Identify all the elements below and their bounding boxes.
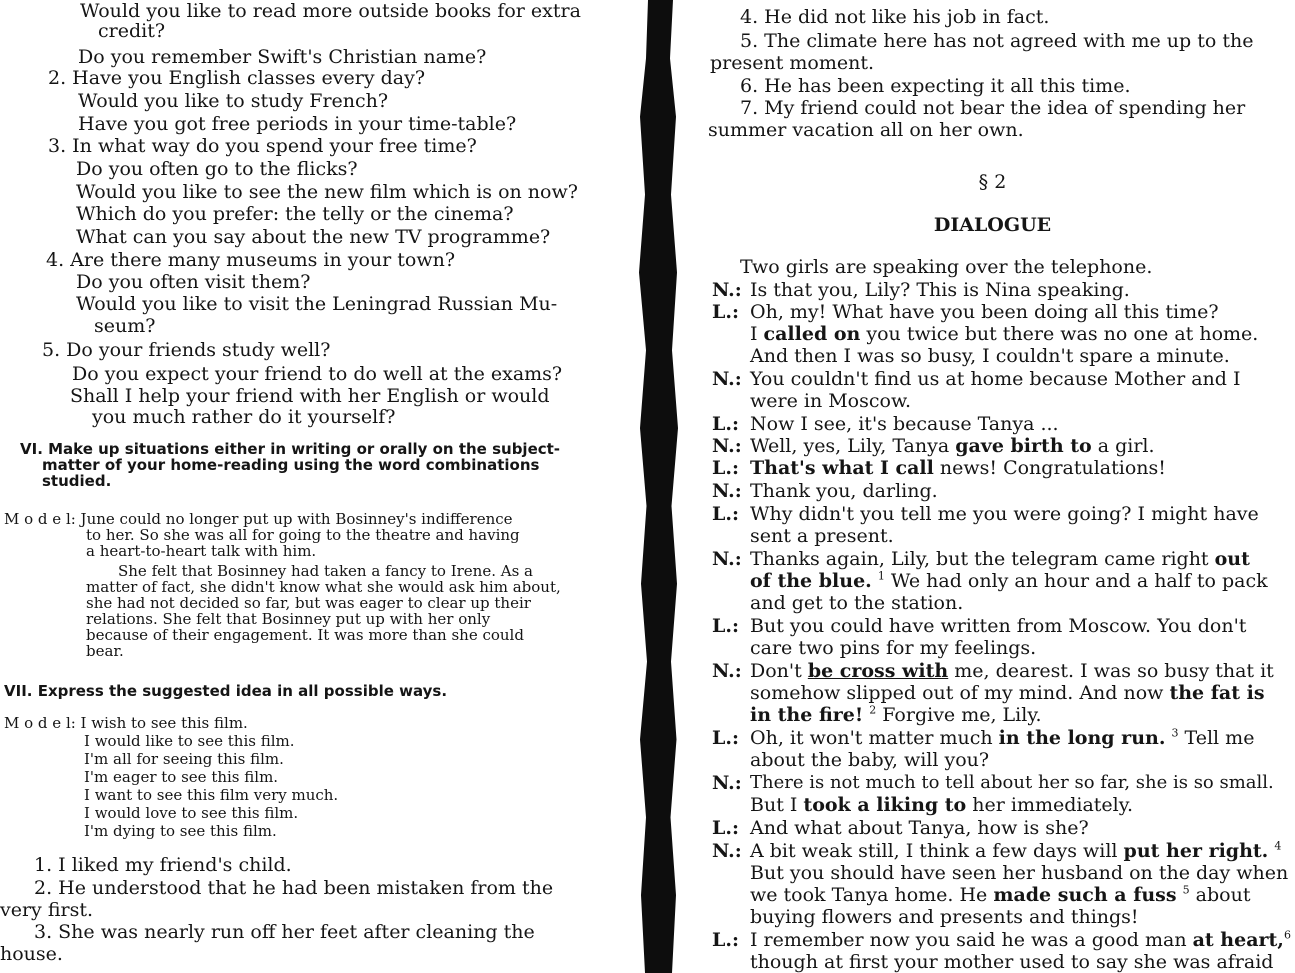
dialogue-line: buying flowers and presents and things! xyxy=(750,906,1139,928)
model-line: M o d e l: I wish to see this film. xyxy=(4,714,248,732)
dialogue-line: we took Tanya home. He made such a fuss $^5$ about xyxy=(750,883,1251,906)
exercise-heading: VI. Make up situations either in writing or orally on the subject- xyxy=(20,440,561,458)
model-line: relations. She felt that Bosinney put up with her only xyxy=(86,610,491,628)
model-line: I would like to see this film. xyxy=(84,732,295,750)
footnote-mark: 4 xyxy=(1274,839,1282,853)
dialogue-line: Thanks again, Lily, but the telegram came right out xyxy=(750,548,1250,570)
model-line: because of their engagement. It was more than she could xyxy=(86,626,524,644)
idiom: put her right. xyxy=(1123,840,1269,862)
model-line: to her. So she was all for going to the theatre and having xyxy=(86,526,520,544)
text-line: 2. Have you English classes every day? xyxy=(48,67,426,89)
idiom: at heart, xyxy=(1192,929,1284,951)
speaker-label: N.: xyxy=(712,840,742,862)
dialogue-line: Is that you, Lily? This is Nina speaking. xyxy=(750,279,1130,301)
idiom: out xyxy=(1214,548,1250,570)
model-line: a heart-to-heart talk with him. xyxy=(86,542,317,560)
idiom: made such a fuss xyxy=(993,884,1177,906)
text-line: What can you say about the new TV programme? xyxy=(76,226,551,248)
speaker-label: L.: xyxy=(712,727,739,749)
speaker-label: L.: xyxy=(712,615,739,637)
text-line: Which do you prefer: the telly or the cinema? xyxy=(76,203,514,225)
dialogue-line: I remember now you said he was a good man at heart,$^6$ xyxy=(750,928,1291,951)
dialogue-line: about the baby, will you? xyxy=(750,749,990,771)
text-line: 5. Do your friends study well? xyxy=(42,339,331,361)
text-line: house. xyxy=(0,943,63,965)
dialogue-line: somehow slipped out of my mind. And now the fat is xyxy=(750,682,1265,704)
dialogue-line: though at first your mother used to say she was afraid xyxy=(750,951,1274,973)
text-line: present moment. xyxy=(710,52,875,74)
dialogue-line: Oh, my! What have you been doing all this time? xyxy=(750,301,1219,323)
text-line: 1. I liked my friend's child. xyxy=(34,854,292,876)
dialogue-line: Thank you, darling. xyxy=(750,480,938,502)
dialogue-title: DIALOGUE xyxy=(933,214,1052,236)
dialogue-line: sent a present. xyxy=(750,525,894,547)
text-line: 4. Are there many museums in your town? xyxy=(46,249,456,271)
text-line: 3. In what way do you spend your free time? xyxy=(48,135,477,157)
text-line: credit? xyxy=(98,20,166,42)
model-line: I want to see this film very much. xyxy=(84,786,339,804)
dialogue-line: were in Moscow. xyxy=(750,390,911,412)
idiom: called on xyxy=(763,323,861,345)
idiom: of the blue. xyxy=(750,570,872,592)
dialogue-line: But you could have written from Moscow. You don't xyxy=(750,615,1247,637)
dialogue-line: Well, yes, Lily, Tanya gave birth to a girl. xyxy=(750,435,1155,457)
model-line: I'm eager to see this film. xyxy=(84,768,279,786)
dialogue-line: There is not much to tell about her so far, she is so small. xyxy=(750,772,1274,793)
idiom: That's what I call xyxy=(750,457,934,479)
dialogue-line: in the fire! $^2$ Forgive me, Lily. xyxy=(750,703,1042,726)
section-number: § 2 xyxy=(978,171,1007,193)
text-line: Would you like to visit the Leningrad Russian Mu- xyxy=(76,293,558,315)
text-line: Would you like to study French? xyxy=(78,90,389,112)
idiom: be cross with xyxy=(807,660,949,682)
exercise-heading: studied. xyxy=(42,472,112,490)
speaker-label: N.: xyxy=(712,279,742,301)
speaker-label: L.: xyxy=(712,503,739,525)
idiom: in the long run. xyxy=(998,727,1166,749)
dialogue-line: and get to the station. xyxy=(750,592,964,614)
text-line: 6. He has been expecting it all this time. xyxy=(740,75,1131,97)
speaker-label: L.: xyxy=(712,413,739,435)
dialogue-line: And then I was so busy, I couldn't spare a minute. xyxy=(750,345,1230,367)
footnote-mark: 2 xyxy=(869,703,877,717)
model-line: I would love to see this film. xyxy=(84,804,299,822)
dialogue-line: And what about Tanya, how is she? xyxy=(750,817,1089,839)
model-line: I'm all for seeing this film. xyxy=(84,750,284,768)
text-line: 7. My friend could not bear the idea of spending her xyxy=(740,97,1246,119)
dialogue-line: Now I see, it's because Tanya ... xyxy=(750,413,1059,435)
text-line: summer vacation all on her own. xyxy=(708,119,1024,141)
dialogue-intro: Two girls are speaking over the telephone. xyxy=(740,256,1153,278)
model-line: She felt that Bosinney had taken a fancy to Irene. As a xyxy=(118,562,533,580)
dialogue-line: That's what I call news! Congratulations! xyxy=(750,457,1166,479)
dialogue-line: of the blue. $^1$ We had only an hour and a half to pack xyxy=(750,569,1268,592)
text-line: Do you often go to the flicks? xyxy=(76,158,358,180)
speaker-label: N.: xyxy=(712,548,742,570)
text-line: 3. She was nearly run off her feet after cleaning the xyxy=(34,921,535,943)
text-line: Have you got free periods in your time-table? xyxy=(78,113,517,135)
speaker-label: N.: xyxy=(712,435,742,457)
idiom: the fat is xyxy=(1169,682,1265,704)
text-line: very first. xyxy=(0,899,94,921)
text-line: 5. The climate here has not agreed with me up to the xyxy=(740,30,1254,52)
footnote-mark: 6 xyxy=(1283,928,1291,942)
text-line: Would you like to read more outside books for extra xyxy=(80,0,581,22)
left-page xyxy=(0,0,630,973)
book-gutter-shadow xyxy=(634,0,684,973)
dialogue-line: I called on you twice but there was no one at home. xyxy=(750,323,1259,345)
model-line: bear. xyxy=(86,642,124,660)
speaker-label: N.: xyxy=(712,368,742,390)
dialogue-line: Don't be cross with me, dearest. I was so busy that it xyxy=(750,660,1274,682)
text-line: Would you like to see the new film which is on now? xyxy=(76,181,578,203)
text-line: 4. He did not like his job in fact. xyxy=(740,6,1050,28)
speaker-label: N.: xyxy=(712,480,742,502)
footnote-mark: 3 xyxy=(1171,726,1179,740)
text-line: Do you expect your friend to do well at the exams? xyxy=(72,363,563,385)
model-line: M o d e l: June could no longer put up with Bosinney's indifference xyxy=(4,510,513,528)
speaker-label: L.: xyxy=(712,817,739,839)
speaker-label: L.: xyxy=(712,457,739,479)
text-line: seum? xyxy=(94,315,156,337)
footnote-mark: 5 xyxy=(1182,883,1190,897)
speaker-label: L.: xyxy=(712,301,739,323)
text-line: Shall I help your friend with her English or would xyxy=(70,385,550,407)
idiom: took a liking to xyxy=(803,794,967,816)
dialogue-line: A bit weak still, I think a few days will put her right. $^4$ xyxy=(750,839,1282,862)
text-line: 2. He understood that he had been mistaken from the xyxy=(34,877,554,899)
right-page xyxy=(690,0,1295,973)
dialogue-line: But I took a liking to her immediately. xyxy=(750,794,1134,816)
dialogue-line: You couldn't find us at home because Mother and I xyxy=(750,368,1241,390)
idiom: gave birth to xyxy=(955,435,1092,457)
model-line: matter of fact, she didn't know what she would ask him about, xyxy=(86,578,561,596)
dialogue-line: Oh, it won't matter much in the long run. $^3$ Tell me xyxy=(750,726,1255,749)
exercise-heading: matter of your home-reading using the word combinations xyxy=(42,456,540,474)
text-line: you much rather do it yourself? xyxy=(92,406,396,428)
footnote-mark: 1 xyxy=(877,569,885,583)
dialogue-line: Why didn't you tell me you were going? I might have xyxy=(750,503,1259,525)
dialogue-line: care two pins for my feelings. xyxy=(750,637,1037,659)
exercise-heading: VII. Express the suggested idea in all possible ways. xyxy=(4,682,448,700)
speaker-label: N.: xyxy=(712,660,742,682)
model-line: she had not decided so far, but was eager to clear up their xyxy=(86,594,531,612)
model-line: I'm dying to see this film. xyxy=(84,822,277,840)
text-line: Do you remember Swift's Christian name? xyxy=(78,46,487,68)
speaker-label: N.: xyxy=(712,772,742,794)
idiom: in the fire! xyxy=(750,704,864,726)
text-line: Do you often visit them? xyxy=(76,271,311,293)
speaker-label: L.: xyxy=(712,929,739,951)
dialogue-line: But you should have seen her husband on the day when xyxy=(750,862,1289,884)
